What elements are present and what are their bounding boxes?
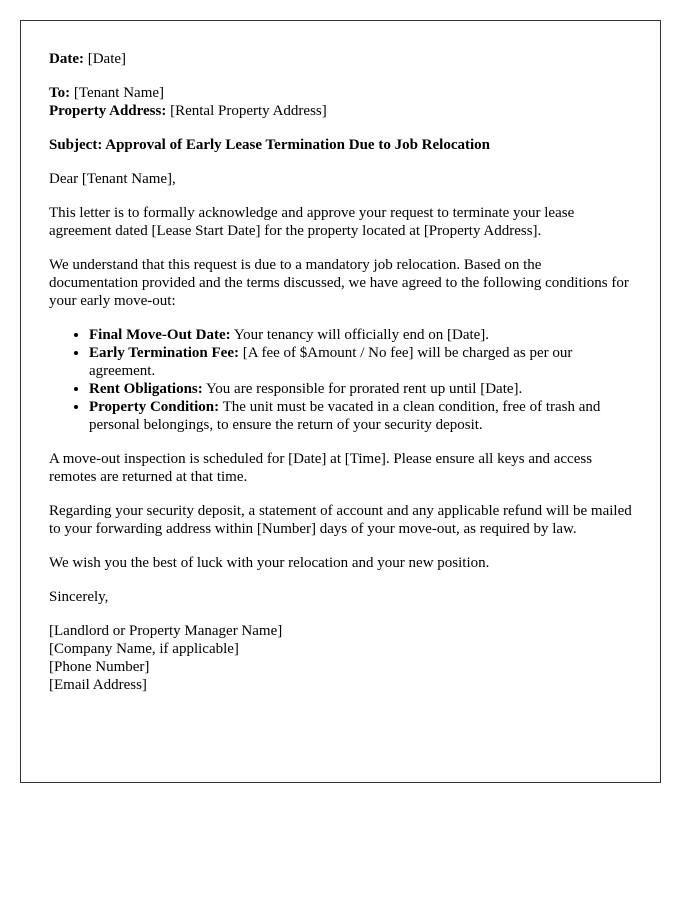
list-item: • Rent Obligations: You are responsible for prorated rent up until [Date].	[89, 380, 632, 398]
date-line: Date: [Date]	[49, 51, 127, 67]
letter	[20, 20, 661, 783]
salutation: Dear [Tenant Name],	[49, 171, 176, 187]
recipient-block: To: [Tenant Name] Property Address: [Rental Property Address]	[49, 85, 327, 119]
paragraph-acknowledgement: This letter is to formally acknowledge and approve your request to terminate your lease agreement dated [Lease Start Date] for the property located at [Property Address].	[49, 205, 575, 239]
paragraph-deposit: Regarding your security deposit, a statement of account and any applicable refund will be mailed to your forwarding address within [Number] days of your move-out, as required by law.	[49, 503, 632, 537]
conditions-list	[49, 326, 632, 434]
paragraph-conditions-intro: We understand that this request is due to a mandatory job relocation. Based on the documentation provided and the terms discussed, we have agreed to the following conditions for your early move-out:	[49, 257, 629, 309]
paragraph-wishes: We wish you the best of luck with your relocation and your new position.	[49, 555, 490, 571]
closing: Sincerely,	[49, 589, 109, 605]
paragraph-inspection: A move-out inspection is scheduled for [Date] at [Time]. Please ensure all keys and access remotes are returned at that time.	[49, 451, 593, 485]
signature-block: [Landlord or Property Manager Name] [Company Name, if applicable] [Phone Number] [Email Address]	[49, 623, 283, 693]
list-item: • Property Condition: The unit must be vacated in a clean condition, free of trash and personal belongings, to ensure the return of your security deposit.	[89, 398, 632, 434]
list-item: • Final Move-Out Date: Your tenancy will officially end on [Date].	[89, 326, 632, 344]
subject-line: Subject: Approval of Early Lease Termination Due to Job Relocation	[49, 137, 490, 153]
list-item: • Early Termination Fee: [A fee of $Amount / No fee] will be charged as per our agreement.	[89, 344, 632, 380]
